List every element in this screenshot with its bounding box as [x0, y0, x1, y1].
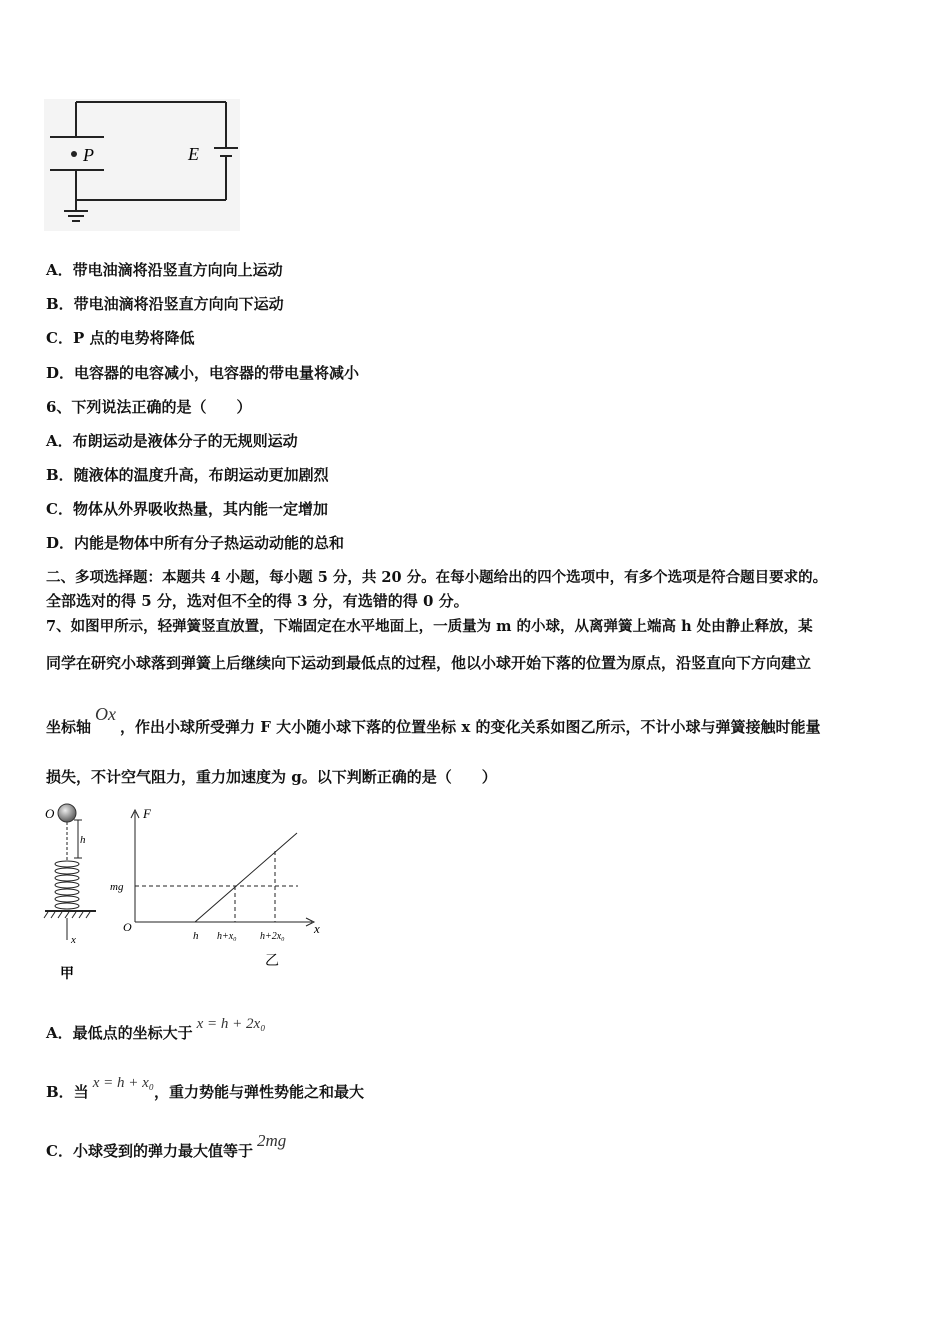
q5-option-a: A．带电油滴将沿竖直方向向上运动: [46, 261, 283, 279]
circuit-diagram: [40, 95, 250, 235]
fig-yi-origin: O: [123, 920, 132, 934]
q7-option-a: [46, 1016, 266, 1043]
q7-line3-pre: 坐标轴: [46, 718, 92, 736]
q7-option-a-math: x = h + 2x₀: [196, 1016, 266, 1032]
fig-yi-tick-hx0: h+x₀: [217, 931, 237, 942]
force-line: [195, 833, 297, 922]
fig-yi-caption: 乙: [265, 954, 279, 969]
q7-option-c: [46, 1131, 287, 1161]
q6-option-b: B．随液体的温度升高，布朗运动更加剧烈: [46, 466, 329, 484]
source-e-label: E: [188, 144, 199, 164]
figure-jia-spring: [40, 800, 110, 990]
q5-option-b: B．带电油滴将沿竖直方向向下运动: [46, 295, 284, 313]
spring-coils: [55, 861, 79, 909]
ball: [58, 804, 76, 822]
q7-option-b-math: x = h + x₀: [92, 1075, 154, 1091]
q7-option-b-post: ，重力势能与弹性势能之和最大: [153, 1083, 364, 1101]
section2-line1: 二、多项选择题：本题共 4 小题，每小题 5 分，共 20 分。在每小题给出的四个选项中，有多个选项是符合题目要求的。: [46, 569, 828, 586]
q7-line1: 7、如图甲所示，轻弹簧竖直放置，下端固定在水平地面上，一质量为 m 的小球，从离弹簧上端高 h 处由静止释放，某: [46, 618, 813, 635]
q7-line3: [46, 704, 821, 737]
oil-drop-dot: [71, 151, 77, 157]
fig-jia-x: x: [71, 934, 76, 946]
q6-option-d: D．内能是物体中所有分子热运动动能的总和: [46, 534, 345, 552]
q7-line3-post: ，作出小球所受弹力 F 大小随小球下落的位置坐标 x 的变化关系如图乙所示，不计小球与弹簧接触时能量: [120, 718, 821, 736]
fig-yi-x-label: x: [314, 921, 320, 936]
figure-yi-graph: [110, 800, 335, 975]
fig-yi-tick-h2x0: h+2x₀: [260, 931, 285, 942]
fig-yi-f-label: F: [143, 806, 151, 821]
fig-yi-mg: mg: [110, 881, 124, 893]
fig-jia-caption: 甲: [60, 967, 74, 982]
section2-line2: 全部选对的得 5 分，选对但不全的得 3 分，有选错的得 0 分。: [46, 592, 469, 610]
q7-option-c-math: 2mg: [256, 1131, 287, 1150]
q7-line4: 损失，不计空气阻力，重力加速度为 g。以下判断正确的是（ ）: [46, 768, 497, 786]
ox-axis-math: Ox: [95, 704, 117, 724]
q7-option-b-pre: B．当: [46, 1083, 89, 1101]
fig-yi-tick-h: h: [193, 930, 199, 942]
q7-line2: 同学在研究小球落到弹簧上后继续向下运动到最低点的过程，他以小球开始下落的位置为原点，沿竖直向下方向建立: [46, 654, 812, 672]
q6-stem: 6、下列说法正确的是（ ）: [46, 398, 252, 416]
q6-option-a: A．布朗运动是液体分子的无规则运动: [46, 432, 298, 450]
q7-option-c-text: C．小球受到的弹力最大值等于: [46, 1142, 253, 1160]
q5-option-c: C．P 点的电势将降低: [46, 329, 195, 347]
fig-jia-origin: O: [45, 806, 55, 821]
q5-option-d: D．电容器的电容减小，电容器的带电量将减小: [46, 364, 360, 382]
q7-option-b: [46, 1075, 364, 1102]
fig-jia-h: h: [80, 834, 86, 846]
q7-option-a-text: A．最低点的坐标大于: [46, 1024, 193, 1042]
q6-option-c: C．物体从外界吸收热量，其内能一定增加: [46, 500, 328, 518]
point-p-label: P: [83, 145, 94, 165]
